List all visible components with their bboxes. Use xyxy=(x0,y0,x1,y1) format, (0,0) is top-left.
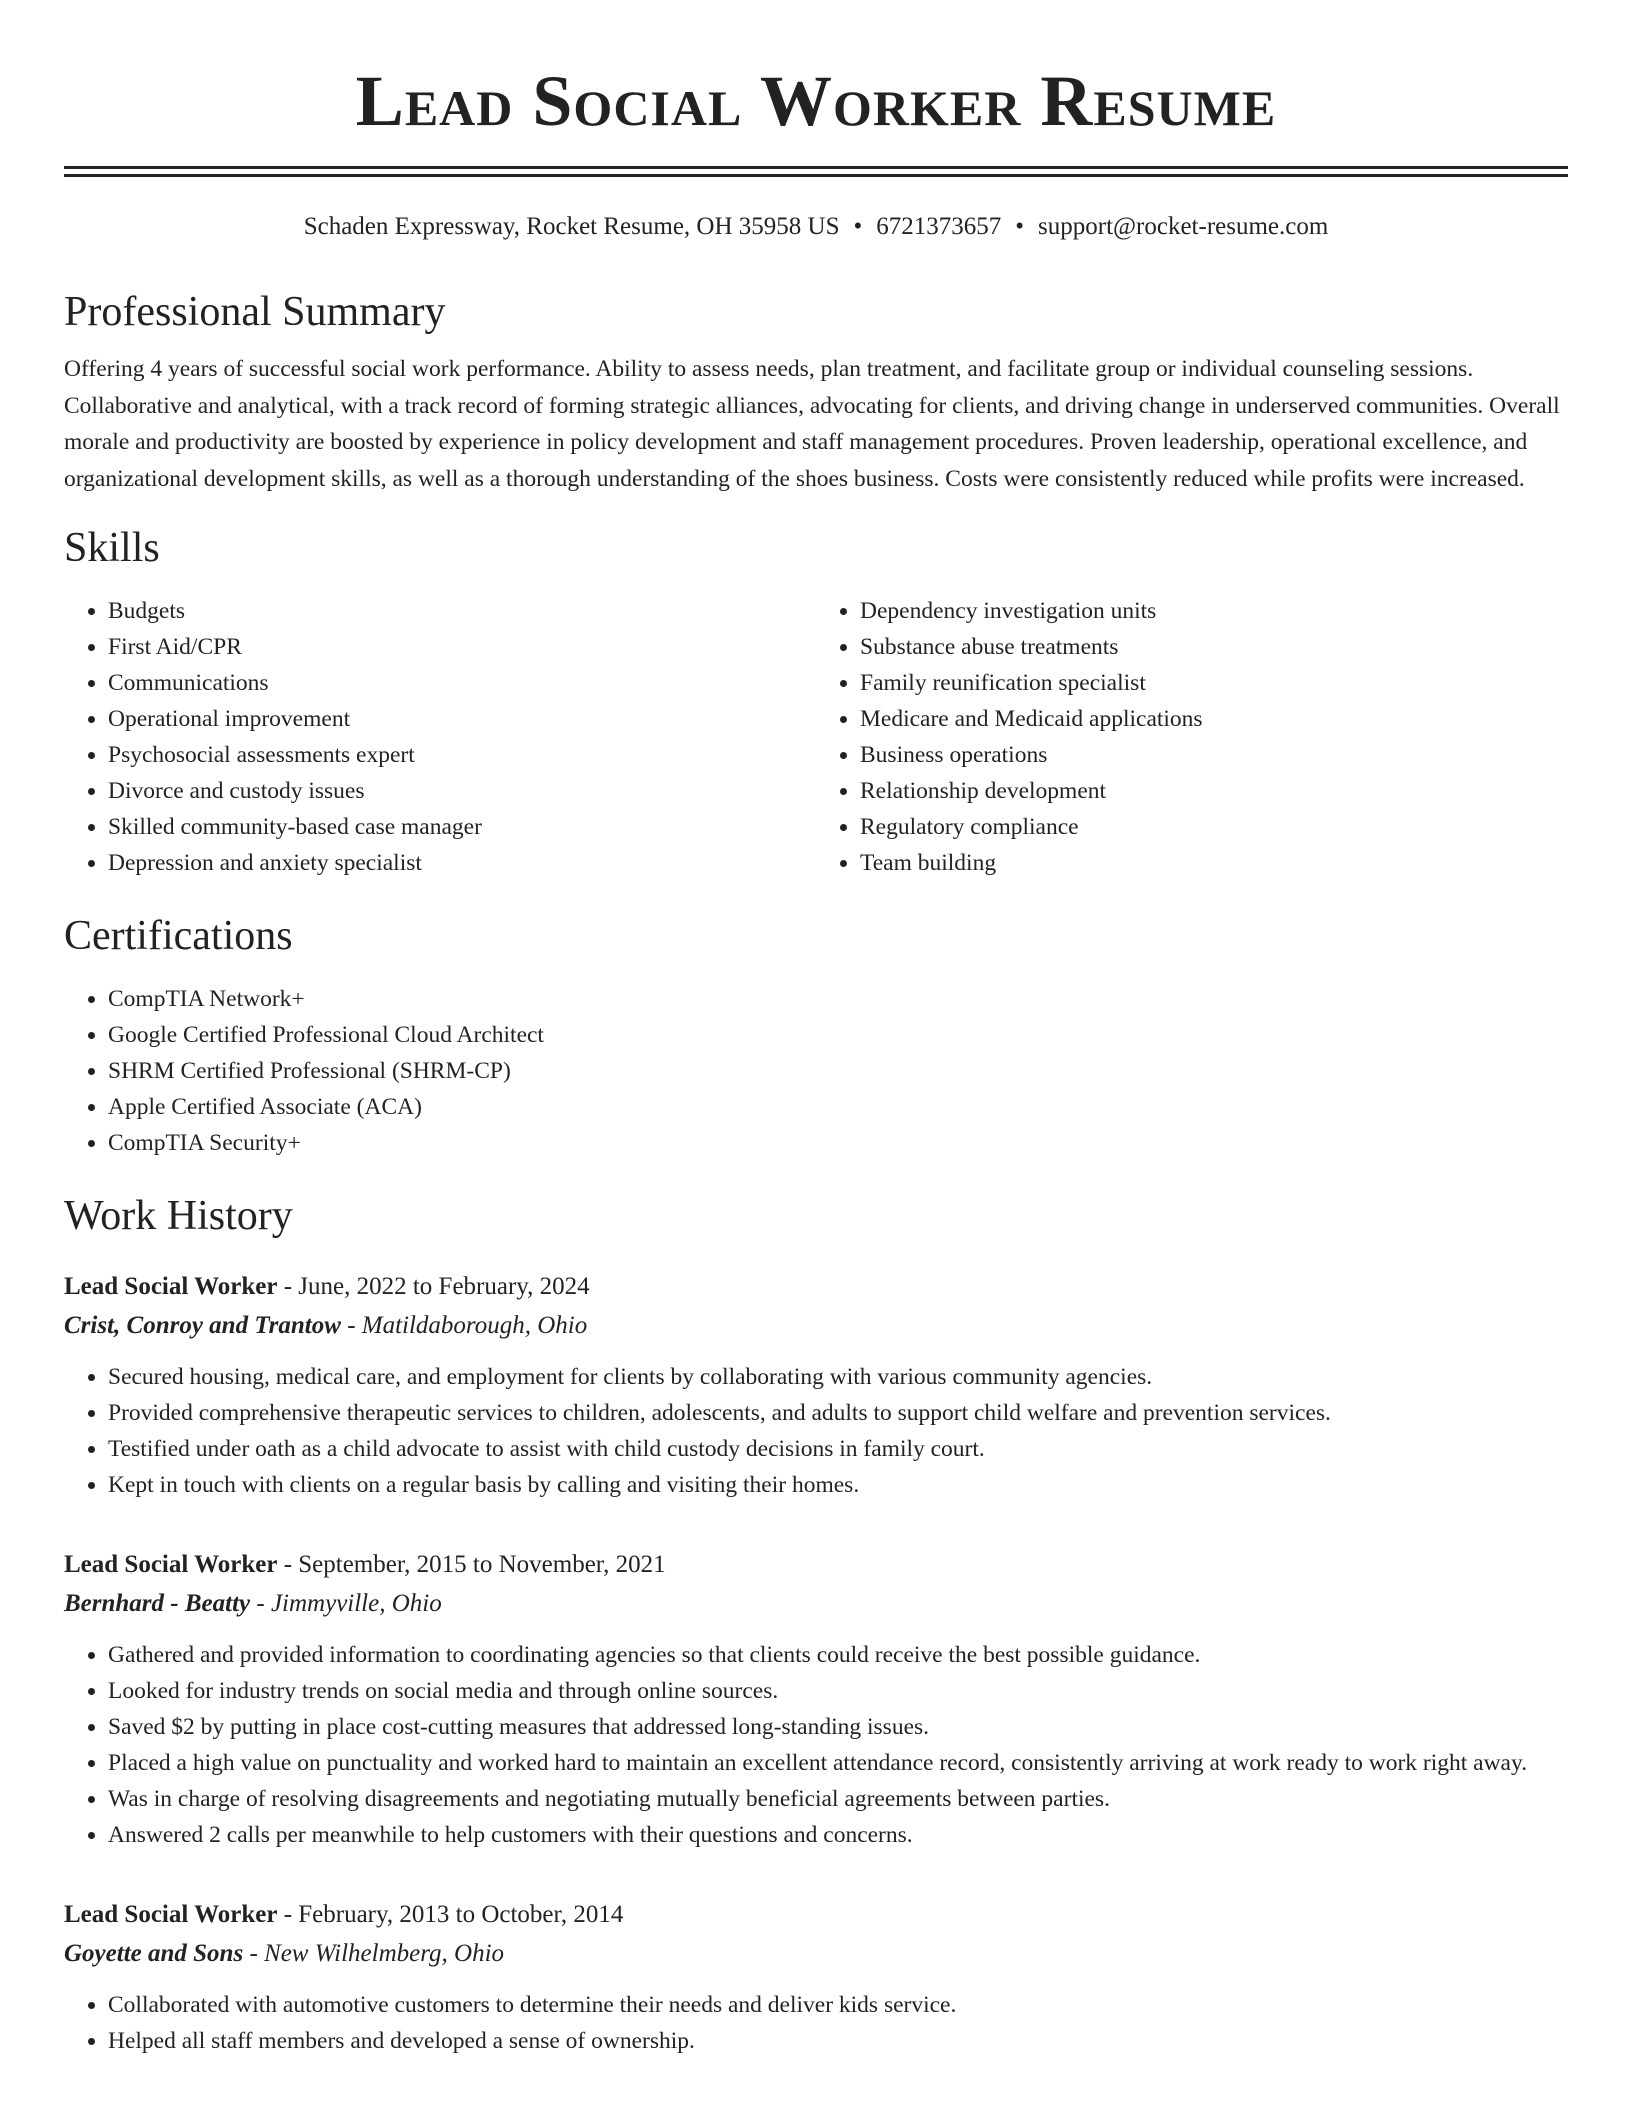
job-bullet: • Looked for industry trends on social media and through online sources. xyxy=(108,1673,1568,1709)
job-bullet: • Secured housing, medical care, and employment for clients by collaborating with various community agencies. xyxy=(108,1359,1568,1395)
skill-item: • First Aid/CPR xyxy=(108,629,816,665)
job-location: - Matildaborough, Ohio xyxy=(340,1312,588,1339)
job-dates: - February, 2013 to October, 2014 xyxy=(277,1901,624,1928)
job-company: Goyette and Sons xyxy=(64,1940,244,1967)
job-bullet: • Saved $2 by putting in place cost-cutting measures that addressed long-standing issues. xyxy=(108,1709,1568,1745)
contact-separator: • xyxy=(853,213,863,240)
job-title-line xyxy=(64,1545,1568,1584)
skill-item: • Divorce and custody issues xyxy=(108,773,816,809)
job-company: Bernhard - Beatty xyxy=(64,1590,251,1617)
skill-item: • Communications xyxy=(108,665,816,701)
job-title: Lead Social Worker xyxy=(64,1551,278,1578)
job-bullets xyxy=(64,1987,1568,2059)
skill-item: • Dependency investigation units xyxy=(860,593,1568,629)
skills-columns xyxy=(64,593,1568,881)
contact-address: Schaden Expressway, Rocket Resume, OH 35958 US xyxy=(303,213,840,240)
job-title: Lead Social Worker xyxy=(64,1273,278,1300)
job-location: - Jimmyville, Ohio xyxy=(250,1590,442,1617)
job-location: - New Wilhelmberg, Ohio xyxy=(243,1940,505,1967)
title-double-rule xyxy=(64,166,1568,177)
skill-item: • Depression and anxiety specialist xyxy=(108,845,816,881)
certifications-list xyxy=(64,981,1568,1161)
skill-item: • Team building xyxy=(860,845,1568,881)
job-company-line xyxy=(64,1934,1568,1973)
skills-heading: Skills xyxy=(64,525,160,571)
job-bullet: • Gathered and provided information to coordinating agencies so that clients could receive the best possible guidance. xyxy=(108,1637,1568,1673)
skills-list-left xyxy=(64,593,816,881)
job-bullet: • Kept in touch with clients on a regular basis by calling and visiting their homes. xyxy=(108,1467,1568,1503)
skill-item: • Medicare and Medicaid applications xyxy=(860,701,1568,737)
skills-list-right xyxy=(816,593,1568,881)
resume-title: Lead Social Worker Resume xyxy=(355,61,1277,141)
job-bullet: • Provided comprehensive therapeutic services to children, adolescents, and adults to support child welfare and prevention services. xyxy=(108,1395,1568,1431)
contact-line xyxy=(64,211,1568,243)
work-history-heading: Work History xyxy=(64,1193,293,1239)
job-bullet: • Testified under oath as a child advocate to assist with child custody decisions in family court. xyxy=(108,1431,1568,1467)
job-entry xyxy=(64,1895,1568,2059)
job-company-line xyxy=(64,1306,1568,1345)
job-dates: - June, 2022 to February, 2024 xyxy=(277,1273,590,1300)
job-bullets xyxy=(64,1359,1568,1503)
certifications-heading: Certifications xyxy=(64,913,293,959)
job-bullet: • Was in charge of resolving disagreements and negotiating mutually beneficial agreements between parties. xyxy=(108,1781,1568,1817)
job-bullet: • Helped all staff members and developed a sense of ownership. xyxy=(108,2023,1568,2059)
job-bullet: • Placed a high value on punctuality and worked hard to maintain an excellent attendance record, consistently arriving at work ready to work right away. xyxy=(108,1745,1568,1781)
contact-email: support@rocket-resume.com xyxy=(1038,213,1329,240)
job-bullet: • Answered 2 calls per meanwhile to help customers with their questions and concerns. xyxy=(108,1817,1568,1853)
job-title-line xyxy=(64,1267,1568,1306)
job-company-line xyxy=(64,1584,1568,1623)
skill-item: • Operational improvement xyxy=(108,701,816,737)
job-company: Crist, Conroy and Trantow xyxy=(64,1312,341,1339)
job-title-line xyxy=(64,1895,1568,1934)
skill-item: • Business operations xyxy=(860,737,1568,773)
skill-item: • Skilled community-based case manager xyxy=(108,809,816,845)
job-entry xyxy=(64,1545,1568,1853)
certification-item: • Apple Certified Associate (ACA) xyxy=(108,1089,1568,1125)
skill-item: • Relationship development xyxy=(860,773,1568,809)
certification-item: • SHRM Certified Professional (SHRM-CP) xyxy=(108,1053,1568,1089)
job-dates: - September, 2015 to November, 2021 xyxy=(277,1551,666,1578)
skill-item: • Family reunification specialist xyxy=(860,665,1568,701)
contact-phone: 6721373657 xyxy=(876,213,1002,240)
job-entry xyxy=(64,1267,1568,1503)
contact-separator: • xyxy=(1015,213,1025,240)
certification-item: • CompTIA Security+ xyxy=(108,1125,1568,1161)
certification-item: • CompTIA Network+ xyxy=(108,981,1568,1017)
skill-item: • Psychosocial assessments expert xyxy=(108,737,816,773)
skill-item: • Regulatory compliance xyxy=(860,809,1568,845)
job-bullets xyxy=(64,1637,1568,1853)
summary-text: Offering 4 years of successful social work performance. Ability to assess needs, plan treatment, and facilitate group or individual counseling sessions. Collaborative and analytical, with a track record of forming strategic alliances, advocating for clients, and driving change in underserved communities. Overall morale and productivity are boosted by experience in policy development and staff management procedures. Proven leadership, operational excellence, and organizational development skills, as well as a thorough understanding of the shoes business. Costs were consistently reduced while profits were increased. xyxy=(64,356,1560,492)
job-title: Lead Social Worker xyxy=(64,1901,278,1928)
skill-item: • Budgets xyxy=(108,593,816,629)
summary-heading: Professional Summary xyxy=(64,289,446,335)
skill-item: • Substance abuse treatments xyxy=(860,629,1568,665)
certification-item: • Google Certified Professional Cloud Architect xyxy=(108,1017,1568,1053)
job-bullet: • Collaborated with automotive customers to determine their needs and deliver kids service. xyxy=(108,1987,1568,2023)
